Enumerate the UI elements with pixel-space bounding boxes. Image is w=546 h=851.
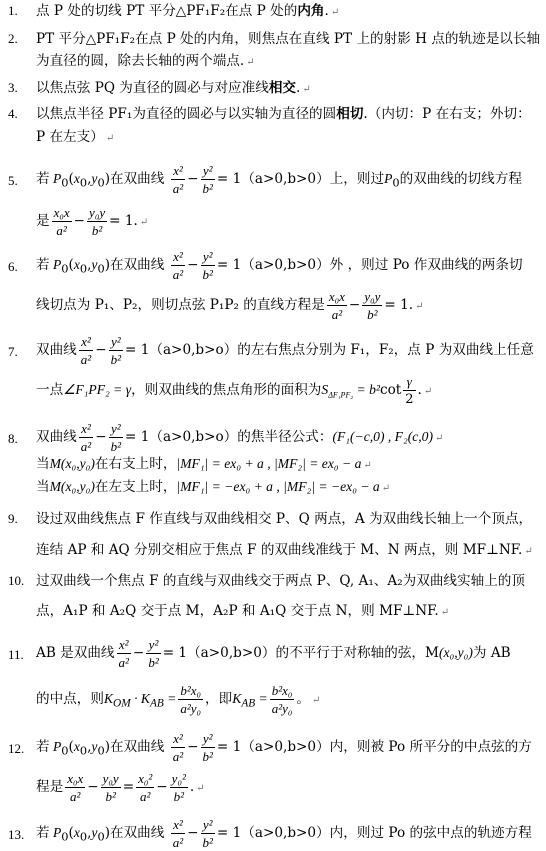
fraction: $\frac{\text{x₀x}}{\text{a²}}$: [67, 771, 84, 804]
paragraph-mark-icon: ↵: [381, 483, 391, 494]
item-number: 13.: [8, 827, 25, 842]
item-text-cont: 连结 AP 和 AQ 分别交相应于焦点 F 的双曲线准线于 M、N 两点，则 MF⊥NF. ↵: [36, 542, 533, 558]
paragraph-mark-icon: ↵: [423, 386, 433, 397]
paragraph-mark-icon: ↵: [312, 695, 321, 706]
item-text-cont: 程是 $\frac{\text{x₀x}}{\text{a²}}$ − $\frac{\text{y₀y}}{\text{b²}}$ = $\frac{\text{x₀²}}{\text{a²}}$ − $\frac{\text{y₀²}}{\text{b²}}$ . ↵: [36, 771, 205, 804]
fraction: $\frac{\text{x₀²}}{\text{a²}}$: [138, 771, 153, 804]
paragraph-mark-icon: ↵: [363, 460, 372, 471]
fraction: $\frac{\text{y₀y}}{\text{b²}}$: [364, 289, 381, 322]
item-text-cont: 当M(x₀,y₀)在左支上时，|MF₁| = −ex₀ + a , |MF₂| = −ex₀ − a ↵: [36, 479, 391, 495]
item-text: 若 $P_0(x_0,y_0)$在双曲线 $\frac{\text{x²}}{\text{a²}}$ − $\frac{\text{y²}}{\text{b²}}$ = 1（a>0,b>0）上，则过$P_0$的双曲线的切线方程: [36, 163, 522, 196]
fraction: $\frac{\text{x²}}{\text{a²}}$: [172, 731, 184, 764]
fraction: $\frac{\text{x²}}{\text{a²}}$: [172, 163, 184, 196]
item-number: 6.: [8, 259, 18, 274]
fraction: $\frac{\text{y₀y}}{\text{b²}}$: [102, 771, 119, 804]
fraction: $\frac{\text{y²}}{\text{b²}}$: [110, 421, 121, 454]
item-text: 点 P 处的切线 PT 平分△PF₁F₂在点 P 处的内角. ↵: [36, 3, 340, 19]
fraction: $\frac{\text{b²x₀}}{\text{a²y₀}}$: [271, 683, 293, 716]
fraction: $\frac{\text{y²}}{\text{b²}}$: [202, 163, 213, 196]
fraction: $\frac{\text{y²}}{\text{b²}}$: [202, 731, 213, 764]
fraction: $\frac{\text{y²}}{\text{b²}}$: [148, 637, 159, 670]
item-text-cont: 线切点为 P₁、P₂，则切点弦 P₁P₂ 的直线方程是 $\frac{\text{x₀x}}{\text{a²}}$ − $\frac{\text{y₀y}}{\text{b²}}$ = 1. ↵: [36, 289, 424, 322]
item-number: 12.: [8, 741, 25, 756]
item-number: 5.: [8, 173, 18, 188]
item-number: 8.: [8, 431, 18, 446]
paragraph-mark-icon: ↵: [330, 7, 340, 18]
item-number: 7.: [8, 344, 18, 359]
item-text: 以焦点弦 PQ 为直径的圆必与对应准线相交. ↵: [36, 80, 311, 96]
paragraph-mark-icon: ↵: [105, 133, 115, 144]
item-text-cont: 为直径的圆，除去长轴的两个端点. ↵: [36, 53, 255, 69]
item-text: 过双曲线一个焦点 F 的直线与双曲线交于两点 P、Q, A₁、A₂为双曲线实轴上的顶: [36, 573, 525, 589]
fraction: $\frac{\text{b²x₀}}{\text{a²y₀}}$: [180, 683, 202, 716]
item-number: 4.: [8, 106, 18, 121]
item-number: 1.: [8, 3, 18, 18]
item-number: 2.: [8, 31, 18, 46]
item-text: 若 $P_0(x_0,y_0)$在双曲线 $\frac{\text{x²}}{\text{a²}}$ − $\frac{\text{y²}}{\text{b²}}$ = 1（a>0,b>0）内，则过 Po 的弦中点的轨迹方程: [36, 817, 532, 850]
fraction: $\frac{\text{x²}}{\text{a²}}$: [80, 421, 92, 454]
fraction: $\frac{\text{y²}}{\text{b²}}$: [202, 817, 213, 850]
item-text-cont: 当M(x₀,y₀)在右支上时，|MF₁| = ex₀ + a , |MF₂| = ex₀ − a ↵: [36, 456, 372, 472]
paragraph-mark-icon: ↵: [196, 783, 205, 794]
item-number: 10.: [8, 573, 25, 588]
fraction: $\frac{\gamma}{2}$: [405, 374, 414, 407]
fraction: $\frac{\text{x₀x}}{\text{a²}}$: [328, 289, 345, 322]
paragraph-mark-icon: ↵: [440, 607, 450, 618]
item-text-cont: P 在左支） ↵: [36, 129, 115, 145]
item-text-cont: 点，A₁P 和 A₂Q 交于点 M，A₂P 和 A₁Q 交于点 N，则 MF⊥NF. ↵: [36, 603, 450, 619]
fraction: $\frac{\text{y²}}{\text{b²}}$: [110, 334, 121, 367]
paragraph-mark-icon: ↵: [434, 433, 444, 444]
paragraph-mark-icon: ↵: [302, 84, 311, 95]
item-text: PT 平分△PF₁F₂在点 P 处的内角，则焦点在直线 PT 上的射影 H 点的轨迹是以长轴: [36, 31, 541, 47]
paragraph-mark-icon: ↵: [415, 301, 424, 312]
item-text-cont: 的中点，则$K_{OM} \cdot K_{AB}$ = $\frac{\text{b²x₀}}{\text{a²y₀}}$ ，即$K_{AB}$ = $\frac{\text{b²x₀}}{\text{a²y₀}}$ 。 ↵: [36, 683, 321, 716]
item-text-cont: 一点∠F₁PF₂ = γ，则双曲线的焦点角形的面积为$S_{\Delta F_1PF_2} = b^2\cot$ $\frac{\gamma}{2}$ . ↵: [36, 374, 433, 407]
item-number: 3.: [8, 80, 18, 95]
fraction: $\frac{\text{x²}}{\text{a²}}$: [118, 637, 129, 670]
fraction: $\frac{\text{x²}}{\text{a²}}$: [80, 334, 92, 367]
item-text: 若 $P_0(x_0,y_0)$在双曲线 $\frac{\text{x²}}{\text{a²}}$ − $\frac{\text{y²}}{\text{b²}}$ = 1（a>0,b>0）内，则被 Po 所平分的中点弦的方: [36, 731, 532, 764]
item-text: 设过双曲线焦点 F 作直线与双曲线相交 P、Q 两点，A 为双曲线长轴上一个顶点，: [36, 511, 533, 527]
item-text-cont: 是 $\frac{\text{x₀x}}{\text{a²}}$ − $\frac{\text{y₀y}}{\text{b²}}$ = 1. ↵: [36, 205, 149, 238]
item-text: 若 $P_0(x_0,y_0)$在双曲线 $\frac{\text{x²}}{\text{a²}}$ − $\frac{\text{y²}}{\text{b²}}$ = 1（a>0,b>0）外 ，则过 Po 作双曲线的两条切: [36, 249, 523, 282]
paragraph-mark-icon: ↵: [139, 217, 149, 228]
item-text: 双曲线 $\frac{\text{x²}}{\text{a²}}$ − $\frac{\text{y²}}{\text{b²}}$ = 1（a>0,b>o）的焦半径公式：(F₁(−c,0) , F₂(c,0) ↵: [36, 421, 444, 454]
fraction: $\frac{\text{y₀y}}{\text{b²}}$: [89, 205, 106, 238]
paragraph-mark-icon: ↵: [246, 57, 255, 68]
item-text: 双曲线 $\frac{\text{x²}}{\text{a²}}$ − $\frac{\text{y²}}{\text{b²}}$ = 1（a>0,b>o）的左右焦点分别为 F₁，F₂，点 P 为双曲线上任意: [36, 334, 534, 367]
paragraph-mark-icon: ↵: [524, 546, 533, 557]
item-number: 9.: [8, 511, 18, 526]
item-text: AB 是双曲线 $\frac{\text{x²}}{\text{a²}}$ − $\frac{\text{y²}}{\text{b²}}$ = 1（a>0,b>0）的不平行于对称轴的弦，M(x₀,y₀)为 AB: [36, 637, 511, 670]
fraction: $\frac{\text{x₀x}}{\text{a²}}$: [53, 205, 70, 238]
fraction: $\frac{\text{x²}}{\text{a²}}$: [172, 249, 184, 282]
item-number: 11.: [8, 647, 24, 662]
fraction: $\frac{\text{y²}}{\text{b²}}$: [202, 249, 213, 282]
fraction: $\frac{\text{y₀²}}{\text{b²}}$: [171, 771, 186, 804]
fraction: $\frac{\text{x²}}{\text{a²}}$: [172, 817, 184, 850]
item-text: 以焦点半径 PF₁为直径的圆必与以实轴为直径的圆相切.（内切：P 在右支；外切：: [36, 106, 531, 122]
